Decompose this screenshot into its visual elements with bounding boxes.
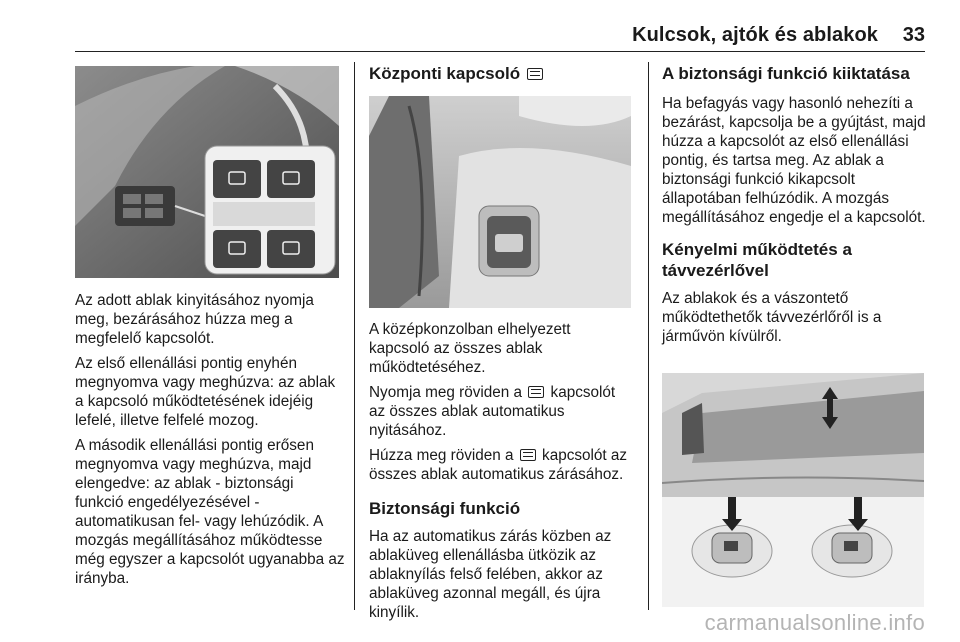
- paragraph-close-all: [369, 446, 634, 484]
- watermark: carmanualsonline.info: [704, 610, 925, 635]
- figure-remote-operation: [662, 373, 924, 607]
- text: Húzza meg röviden a: [369, 447, 514, 464]
- figure-center-console-switch: [369, 96, 631, 308]
- paragraph-open-all: [369, 383, 634, 440]
- paragraph: Az adott ablak kinyitásához nyomja meg, bezárásához húzza meg a megfelelő kapcsolót.: [75, 292, 314, 347]
- window-switch-icon: [527, 68, 543, 80]
- section-heading-safety: Biztonsági funkció: [369, 499, 521, 518]
- window-switch-icon: [520, 449, 536, 461]
- page-number: 33: [902, 24, 925, 46]
- text: kapcsolót az összes ablak automatikus nyitásához.: [369, 384, 616, 439]
- paragraph: Az első ellenállási pontig enyhén megnyomva vagy meghúzva: az ablak a kapcsoló működtetésének idejéig lefelé, illetve felfelé mozog.: [75, 355, 336, 429]
- section-heading-central-switch: [369, 64, 545, 84]
- text: Nyomja meg röviden a: [369, 384, 523, 401]
- section-heading-disable-safety: A biztonsági funkció kiiktatása: [662, 64, 910, 83]
- paragraph: Ha az automatikus zárás közben az ablaküveg ellenállásba ütközik az ablaknyílás felső felében, akkor az ablaküveg azonnal megáll, és újra kinyílik.: [369, 528, 612, 621]
- section-heading-text: Központi kapcsoló: [369, 64, 521, 83]
- column-2: [369, 320, 634, 628]
- column-3: [662, 94, 927, 352]
- paragraph: A középkonzolban elhelyezett kapcsoló az összes ablak működtetéséhez.: [369, 321, 571, 376]
- section-heading-remote: Kényelmi működtetés a távvezérlővel: [662, 240, 852, 280]
- paragraph: A második ellenállási pontig erősen megnyomva vagy meghúzva, majd elengedve: az ablak - biztonsági funkció engedélyezésével - automatikusan fel- vagy lehúzódik. A mozgás megállításához működtesse még egyszer a kapcsolót ugyanabba az irányba.: [75, 437, 345, 587]
- text: kapcsolót az összes ablak automatikus zárásához.: [369, 447, 628, 483]
- paragraph: Ha befagyás vagy hasonló nehezíti a bezárást, kapcsolja be a gyújtást, majd húzza a kapcsolót az első ellenállási pontig, és tartsa meg. Az ablak a biztonsági funkció kikapcsolt állapotában felhúzódik. A mozgás megállításához engedje el a kapcsolót.: [662, 95, 926, 226]
- header-rule: [75, 51, 925, 52]
- paragraph: Az ablakok és a vászontető működtethetők távvezérlőről is a járművön kívülről.: [662, 290, 882, 345]
- window-switch-icon: [528, 386, 544, 398]
- page-header-title: Kulcsok, ajtók és ablakok: [632, 24, 878, 46]
- column-divider-1: [354, 62, 355, 610]
- column-divider-2: [648, 62, 649, 610]
- figure-door-switches: [75, 66, 339, 278]
- column-1: [75, 291, 345, 594]
